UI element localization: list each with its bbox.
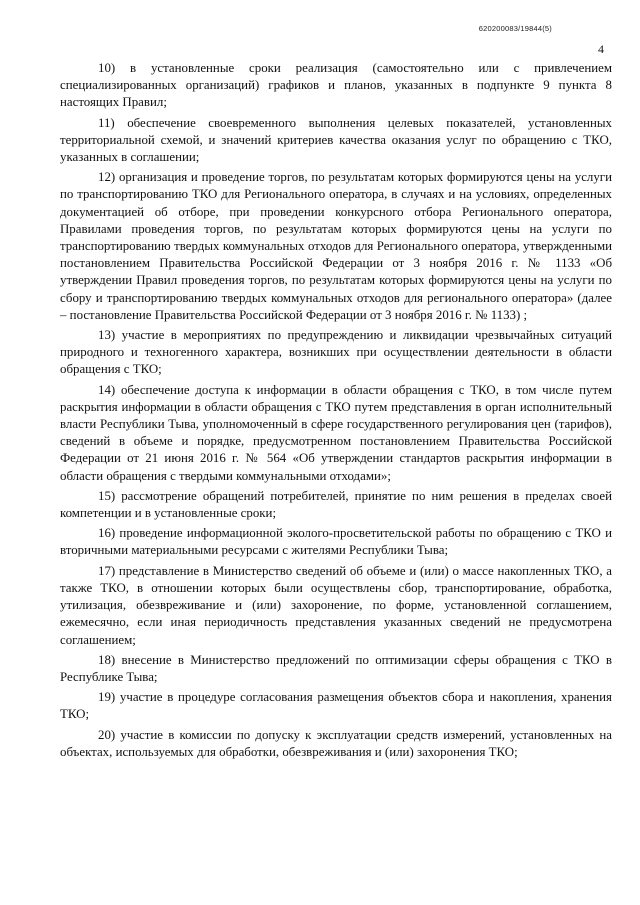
paragraph-item-17: 17) представление в Министерство сведений об объеме и (или) о массе накопленных ТКО, а также ТКО, в отношении которых были осуществлены сбор, транспортирование, обработка, утилизация, обезвреживание и (или) захоронение, по форме, установленной соглашением, ежемесячно, если иная периодичность представления указанных сведений не предусмотрена соглашением;	[60, 563, 612, 647]
document-id: 620200083/19844(5)	[478, 24, 552, 33]
paragraph-item-11: 11) обеспечение своевременного выполнения целевых показателей, установленных территориальной схемой, и значений критериев качества оказания услуг по обращению с ТКО, указанных в соглашении;	[60, 115, 612, 165]
paragraph-item-18: 18) внесение в Министерство предложений по оптимизации сферы обращения с ТКО в Республике Тыва;	[60, 652, 612, 684]
page-number: 4	[598, 42, 604, 56]
paragraph-item-19: 19) участие в процедуре согласования размещения объектов сбора и накопления, хранения ТКО;	[60, 690, 612, 722]
paragraph-item-12: 12) организация и проведение торгов, по результатам которых формируются цены на услуги по транспортированию ТКО для Регионального оператора, в случаях и на условиях, определенных документацией об отборе, при проведении конкурсного отбора Регионального оператора, Правилами проведения торгов, по результатам которых формируются цены на услуги по транспортированию твердых коммунальных отходов для Регионального оператора, утвержденными постановлением Правительства Российской Федерации от 3 ноября 2016 г. № 1133 «Об утверждении Правил проведения торгов, по результатам которых формируются цены на услуги по сбору и транспортированию твердых коммунальных отходов для регионального оператора» (далее – постановление Правительства Российской Федерации от 3 ноября 2016 г. № 1133) ;	[60, 170, 612, 322]
paragraph-item-20: 20) участие в комиссии по допуску к эксплуатации средств измерений, установленных на объектах, используемых для обработки, обезвреживания и (или) захоронения ТКО;	[60, 727, 612, 759]
paragraph-item-16: 16) проведение информационной эколого-просветительской работы по обращению с ТКО и вторичными материальными ресурсами с жителями Республики Тыва;	[60, 526, 612, 558]
paragraph-item-13: 13) участие в мероприятиях по предупреждению и ликвидации чрезвычайных ситуаций природного и техногенного характера, возникших при осуществлении деятельности в области обращения с ТКО;	[60, 328, 612, 377]
paragraph-item-15: 15) рассмотрение обращений потребителей, принятие по ним решения в пределах своей компетенции и в установленные сроки;	[60, 488, 612, 521]
paragraph-item-10: 10) в установленные сроки реализация (самостоятельно или с привлечением специализированных организаций) графиков и планов, указанных в подпункте 9 пункта 8 настоящих Правил;	[60, 61, 612, 110]
document-body	[60, 60, 612, 764]
paragraph-item-14: 14) обеспечение доступа к информации в области обращения с ТКО, в том числе путем раскрытия информации в области обращения с ТКО путем представления в орган исполнительный власти Республики Тыва, уполномоченный в сфере государственного регулирования цен (тарифов), сведений в объеме и порядке, предусмотренном постановлением Правительства Российской Федерации от 21 июня 2016 г. № 564 «Об утверждении стандартов раскрытия информации в области обращения с твердыми коммунальными отходами»;	[60, 382, 612, 483]
